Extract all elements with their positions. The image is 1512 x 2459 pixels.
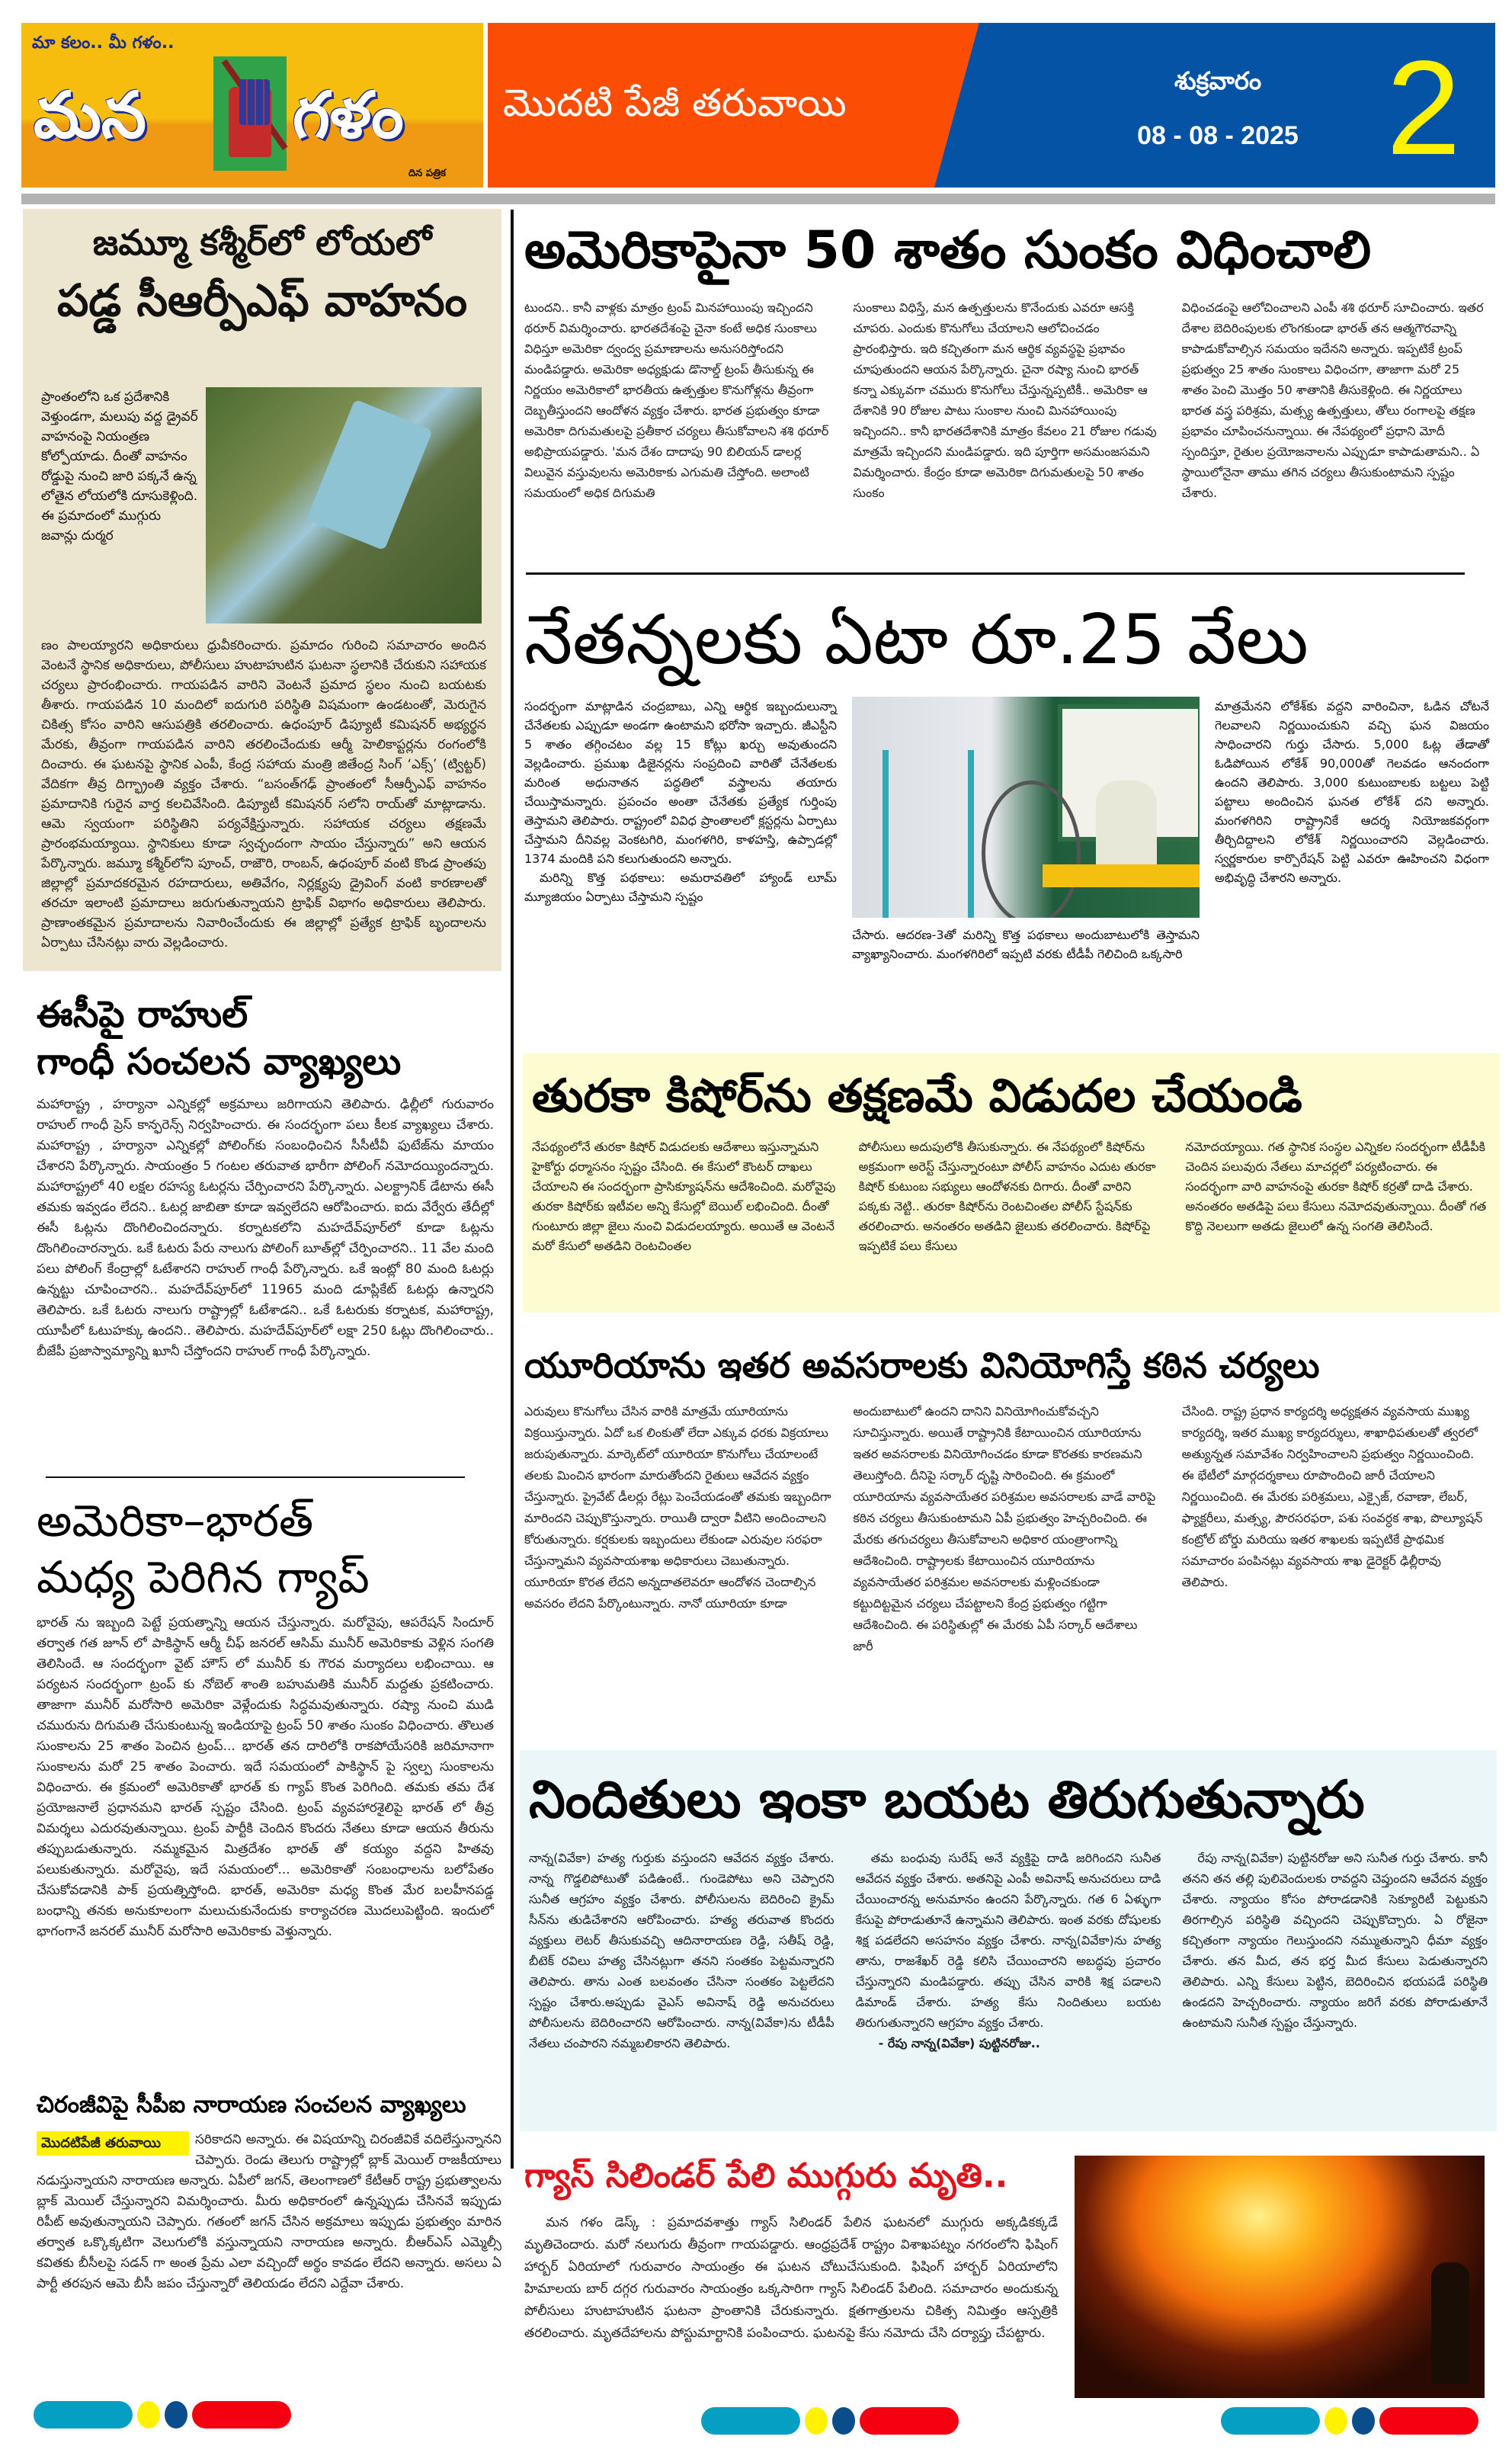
- story-column: చేసారు. ఆదరణ-3తో మరిన్ని కొత్త పథకాలు అందుబాటులోకి తెస్తామని వ్యాఖ్యానించారు. మంగళగిరిలో ఇప్పటి వరకు టీడీపీ గెలిచింది ఒక్కసారి: [852, 928, 1200, 961]
- headline-line-1: ఈసీపై రాహుల్: [37, 993, 248, 1036]
- story-column: సుంకాలు విధిస్తే, మన ఉత్పత్తులను కొనేందుకు ఎవరూ ఆసక్తి చూపరు. ఎందుకు కొనుగోలు చేయాలని ఆలోచించడం ప్రారంభిస్తారు. ఇది కచ్చితంగా మన ఆర్థిక వ్యవస్థపై ప్రభావం చూపుతుందని ఆయన పేర్కొన్నారు. చైనా రష్యా నుంచి భారత్ కన్నా ఎక్కువగా చమురు కొనుగోలు చేస్తున్నప్పటికీ.. అమెరికా ఆ దేశానికి 90 రోజుల పాటు సుంకాల నుంచి మినహాయింపు ఇచ్చిందని.. కానీ భారతదేశానికి మాత్రం కేవలం 21 రోజుల గడువు మాత్రమే ఇచ్చిందని మండిపడ్డారు. ఇది పూర్తిగా అసమంజసమని విమర్శించారు. కేంద్రం కూడా అమెరికా దిగుమతులపై 50 శాతం సుంకం: [853, 300, 1157, 500]
- story-column: ఎరువులు కొనుగోలు చేసిన వారికి మాత్రమే యూరియాను విక్రయిస్తున్నారు. ఏదో ఒక లింకుతో లేదా ఎక్కువ ధరకు విక్రయాలు జరుపుతున్నారు. మార్కెట్‌లో యూరియా కొనుగోలు చేయాలంటే తలకు మించిన భారంగా మారుతోందని రైతులు ఆవేదన వ్యక్తం చేస్తున్నారు. ప్రైవేట్ డీలర్లు రేట్లు పెంచేయడంతో తమకు ఇబ్బందిగా మారిందని చెప్పుకొస్తున్నారు. రాయితీ ద్వారా వీటిని అందించాలని కోరుతున్నారు. కర్షకులకు ఇబ్బందులు లేకుండా ఎరువుల సరఫరా చేస్తున్నామని వ్యవసాయశాఖ అధికారులు చెబుతున్నారు. యూరియా కొరత లేదని అన్నదాతలెవరూ ఆందోళన చెందాల్సిన అవసరం లేదని పేర్కొంటున్నారు. నానో యూరియా కూడా: [524, 1404, 831, 1611]
- story-body: మహారాష్ట్ర , హర్యానా ఎన్నికల్లో అక్రమాలు జరిగాయని తెలిపారు. ఢిల్లీలో గురువారం రాహుల్ గాంధీ ప్రెస్ కాన్ఫరెన్స్ నిర్వహించారు. ఈ సందర్భంగా పలు కీలక వ్యాఖ్యలు చేశారు. మహారాష్ట్ర , హర్యానా ఎన్నికల్లో పోలింగ్‌కు సంబంధించిన సీసీటీవీ ఫుటేజ్‌ను మాయం చేశారని పేర్కొన్నారు. సాయంత్రం 5 గంటల తరువాత భారీగా పోలింగ్ నమోదయ్యిందన్నారు. మహారాష్ట్రలో 40 లక్షల రహస్య ఓటర్లను చేర్పించారని పేర్కొన్నారు. ఎలక్ట్రానిక్ డేటాను ఈసీ తమకు ఇవ్వడం లేదని.. ఓటర్ల జాబితా కూడా ఇవ్వలేదని ఆరోపించారు. ఐదు వేర్వేరు తేదీల్లో ఈసీ ఓట్లను దొంగిలించిందన్నారు. కర్నాటకలోని మహదేవ్‌పూర్‌లో కూడా ఓట్లను దొంగిలించారన్నారు. ఒకే ఓటరు పేరు నాలుగు పోలింగ్ బూత్‌ల్లో చేర్పించారని.. 11 వేల మంది పలు పోలింగ్ కేంద్రాల్లో ఓటేశారని రాహుల్ గాంధీ పేర్కొన్నారు. ఒకే ఇంట్లో 80 మంది ఓటర్లు ఉన్నట్టు చూపించారని.. మహదేవ్‌పూర్‌లో 11965 మంది డూప్లికేట్ ఓటర్లు ఉన్నారని తెలిపారు. ఒకే ఓటరు నాలుగు రాష్ట్రాల్లో ఓటేశాడని.. ఒకే ఓటరుకు కర్నాటక, మహారాష్ట్ర, యూపీలో ఓటుహక్కు ఉందని.. తెలిపారు. మహదేవ్‌పూర్‌లో లక్షా 250 ఓట్లు దొంగిలించారు.. బీజేపీ ప్రజాస్వామ్యాన్ని ఖూనీ చేస్తోందని రాహుల్ గాంధీ పేర్కొన్నారు.: [37, 1097, 494, 1359]
- cyan-pill-icon: [701, 2407, 800, 2435]
- story-divider: [46, 1476, 465, 1478]
- masthead-divider: [21, 194, 1495, 204]
- navy-dot-icon: [832, 2407, 855, 2435]
- navy-dot-icon: [165, 2401, 187, 2429]
- accident-vehicle-photo: [206, 387, 482, 624]
- handloom-machine-photo: [852, 697, 1200, 918]
- story-rahul-ec: [37, 991, 494, 1362]
- column-divider: [511, 210, 514, 2169]
- story-column: నేపథ్యంలోనే తురకా కిషోర్ విడుదలకు ఆదేశాలు ఇస్తున్నామని హైకోర్టు ధర్మాసనం స్పష్టం చేసింది. ఈ కేసులో కౌంటర్ దాఖలు చేయాలని ఈ సందర్భంగా ప్రాసిక్యూషన్‌ను ఆదేశించింది. మరోవైపు తురకా కిషోర్‌కు ఇటీవల అన్ని కేసుల్లో బెయిల్ లభించింది. దీంతో గుంటూరు జిల్లా జైలు నుంచి విడుదలయ్యారు. అయితే ఆ వెంటనే మరో కేసులో అతడిని రెంటచింతల: [532, 1140, 836, 1253]
- story-column: నమోదయ్యాయి. గత స్థానిక సంస్థల ఎన్నికల సందర్భంగా టీడీపీకి చెందిన పలువురు నేతలు మాచర్లలో పర్యటించారు. ఈ సందర్భంగా వారి వాహనంపై తురకా కిషోర్ కర్రతో దాడి చేశారు. అనంతరం అతడిపై పలు కేసులు నమోదవుతున్నాయి. దీంతో గత కొద్ది నెలలుగా అతడు జైలులో ఉన్న సంగతి తెలిసిందే.: [1185, 1140, 1487, 1233]
- story-column: టుందని.. కానీ వాళ్లకు మాత్రం ట్రంప్ మినహాయింపు ఇచ్చిందని థరూర్ విమర్శించారు. భారతదేశంపై చైనా కంటే అధిక సుంకాలు విధిస్తూ అమెరికా ద్వంద్వ ప్రమాణాలను అనుసరిస్తోందని మండిపడ్డారు. అమెరికా అధ్యక్షుడు డొనాల్డ్ ట్రంప్ తీసుకున్న ఈ నిర్ణయం అమెరికాలో భారతీయ ఉత్పత్తుల కొనుగోళ్లను తీవ్రంగా దెబ్బతీస్తుందని ఆందోళన వ్యక్తం చేశారు. భారత ప్రభుత్వం కూడా అమెరికా దిగుమతులపై ప్రతీకార చర్యలు తీసుకోవాలని శశి థరూర్ అభిప్రాయపడ్డారు. 'మన దేశం దాదాపు 90 బిలియన్ డాలర్ల విలువైన వస్తువులను అమెరికాకు ఎగుమతి చేస్తోంది. అలాంటి సమయంలో అధిక దిగుమతి: [524, 300, 829, 500]
- footer-color-bar-center: [701, 2407, 959, 2435]
- headline-line-1: జమ్మూ కశ్మీర్‌లో లోయలో: [92, 222, 432, 263]
- story-body: భారత్ ను ఇబ్బంది పెట్టే ప్రయత్నాన్ని ఆయన చేస్తున్నారు. మరోవైపు, ఆపరేషన్ సిందూర్ తర్వాత గత జూన్ లో పాకిస్థాన్ ఆర్మీ చీఫ్ జనరల్ ఆసిమ్ మునీర్ అమెరికాకు వెళ్లిన సంగతి తెలిసిందే. ఆ సందర్భంగా వైట్ హౌస్ లో మునీర్ కు గౌరవ మర్యాదలు లభించాయి. ఆ పర్యటన సందర్భంగా ట్రంప్ కు నోబెల్ శాంతి బహుమతికి మునీర్ మద్దతు ప్రకటించారు. తాజాగా మునీర్ మరోసారి అమెరికా వెళ్లేందుకు సిద్ధమవుతున్నారు. రష్యా నుంచి ముడి చమురును దిగుమతి చేసుకుంటున్న ఇండియాపై ట్రంప్ 50 శాతం సుంకం విధించారు. తొలుత సుంకాలను 25 శాతం పెంచిన ట్రంప్... భారత్ తన దారిలోకి రాకపోయేసరికి జరిమానాగా సుంకాలను మరో 25 శాతం పెంచారు. ఇదే సమయంలో పాకిస్థాన్ పై స్వల్ప సుంకాలను విధించారు. ఈ క్రమంలో అమెరికాతో భారత్ కు గ్యాప్ కొంత పెరిగింది. తమకు తమ దేశ ప్రయోజనాలే ప్రధానమని భారత్ స్పష్టం చేసింది. ట్రంప్ వ్యవహారశైలిపై భారత్ లో తీవ్ర విమర్శలు ఎదురవుతున్నాయి. ట్రంప్ పార్టీకి చెందిన కొందరు నేతలు కూడా ఆయన తీరును తప్పుబడుతున్నారు. నమ్మకమైన మిత్రదేశం భారత్ తో కయ్యం వద్దని హితవు పలుకుతున్నారు. మరోవైపు, ఇదే సమయంలో... అమెరికాతో సంబంధాలను బలోపేతం చేసుకోవడానికి పాక్ ప్రయత్నిస్తోంది. భారత్, అమెరికా మధ్య కొంత మేర బలహీనపడ్డ బంధాన్ని తనకు అనుకూలంగా మలుచుకునేందుకు కార్యాచరణ మొదలుపెట్టింది. ఇందులో భాగంగానే జనరల్ మునీర్ మరోసారి అమెరికాకు వెళ్తున్నారు.: [37, 1615, 494, 1939]
- continued-label: మొదటిపేజీ తరువాయి: [37, 2131, 189, 2156]
- raised-fist-pen-icon: [213, 56, 287, 171]
- story-column: విధించడంపై ఆలోచించాలని ఎంపీ శశి థరూర్ సూచించారు. ఇతర దేశాల బెదిరింపులకు లొంగకుండా భారత్ తన ఆత్మగౌరవాన్ని కాపాడుకోవాల్సిన సమయం ఇదేనని అన్నారు. ఇప్పటికే ట్రంప్ ప్రభుత్వం 25 శాతం సుంకాలు విధించగా, తాజాగా మరో 25 శాతం పెంచి మొత్తం 50 శాతానికి తీసుకెళ్లింది. ఈ నిర్ణయాలు భారత వస్త్ర పరిశ్రమ, మత్స్య ఉత్పత్తులు, తోలు రంగాలపై తక్షణ ప్రభావం చూపించనున్నాయి. ఈ నేపథ్యంలో ప్రధాని మోదీ స్పందిస్తూ, రైతుల ప్రయోజనాలను ఎప్పుడూ కాపాడుతామని.. ఏ స్థాయిలోనైనా తాము తగిన చర్యలు తీసుకుంటామని స్పష్టం చేశారు.: [1181, 300, 1484, 500]
- headline-line-2: గాంధీ సంచలన వ్యాఖ్యలు: [37, 1040, 402, 1083]
- yellow-dot-icon: [1325, 2407, 1347, 2435]
- headline: అమెరికాపైనా 50 శాతం సుంకం విధించాలి: [524, 220, 1372, 281]
- story-accused-roaming: [520, 1750, 1497, 2131]
- headline-line-1: అమెరికా–భారత్: [37, 1495, 314, 1547]
- story-column: తమ బంధువు సురేష్ అనే వ్యక్తిపై దాడి జరిగిందని సునీత ఆవేదన వ్యక్తం చేశారు. అతనిపై ఎంపీ అవినాష్ అనుచరులు దాడి చేయించారన్న అనుమానం ఉందని పేర్కొన్నారు. గత 6 ఏళ్ళుగా కేసుపై పోరాడుతూనే ఉన్నామని తెలిపారు. ఇంత వరకు దోషులకు శిక్ష పడలేదని అసహనం వ్యక్తం చేశారు. నాన్న(వివేకా)ను హత్య తాను, రాజశేఖర్ రెడ్డి కలిసి చేయించారని అబద్ధపు ప్రచారం చేస్తున్నారని మండిపడ్డారు. తప్పు చేసిన వారికి శిక్ష పడాలని డిమాండ్ చేశారు. హత్య కేసు నిందితులు బయట తిరుగుతున్నారని ఆగ్రహం వ్యక్తం చేశారు.: [855, 1851, 1161, 2030]
- story-column: నాన్న(వివేకా) హత్య గుర్తుకు వస్తుందని ఆవేదన వ్యక్తం చేశారు. నాన్న గొడ్డలిపోటుతో పడిఉంటే.. గుండెపోటు అని చెప్పారని సునీత ఆగ్రహం వ్యక్తం చేశారు. పోలీసులను బెదిరించి క్రైమ్ సీన్‌ను తుడిచేశారని ఆరోపించారు. హత్య తరువాత కొందరు వ్యక్తులు లెటర్ తీసుకువచ్చి ఆదినారాయణ రెడ్డి, సతీష్ రెడ్డి, బీటెక్ రవిలు హత్య చేసినట్లుగా తనని సంతకం పెట్టమన్నారని తెలిపారు. తాను ఎంత బలవంతం చేసినా సంతకం పెట్టలేదని స్పష్టం చేశారు.అప్పుడు వైఎస్ అవినాష్ రెడ్డి అనుచరులు పోలీసులను బెదిరించారని ఆరోపించారు. నాన్న(వివేకా)ను టీడీపీ నేతలు చంపారని నమ్మబలికారని తెలిపారు.: [529, 1851, 834, 2050]
- story-column: చేసింది. రాష్ట్ర ప్రధాన కార్యదర్శి అధ్యక్షతన వ్యవసాయ ముఖ్య కార్యదర్శి, ఇతర ముఖ్య కార్యదర్శులు, శాఖాధిపతులతో త్వరలో అత్యున్నత సమావేశం నిర్వహించాలని ప్రభుత్వం నిర్ణయించింది. ఈ భేటీలో మార్గదర్శకాలు రూపొందించి జారీ చేయాలని నిర్ణయించింది. ఈ మేరకు పరిశ్రమలు, ఎక్సైజ్, రవాణా, లేబర్, ఫ్యాక్టరీలు, మత్స్య, పౌరసరఫరా, పశు సంవర్ధక శాఖ, పొల్యూషన్ కంట్రోల్ బోర్డు మరియు ఇతర శాఖలకు ఇప్పటికే ప్రాథమిక సమాచారం పంపినట్లు వ్యవసాయ శాఖ డైరెక్టర్ ఢిల్లీరావు తెలిపారు.: [1181, 1404, 1483, 1589]
- story-column: అందుబాటులో ఉందని దానిని వినియోగించుకోవచ్చని సూచిస్తున్నారు. అయితే రాష్ట్రానికి కేటాయించిన యూరియాను ఇతర అవసరాలకు వినియోగించడం కూడా కొరతకు కారణమని తెలుస్తోంది. దీనిపై సర్కార్ దృష్టి సారించింది. ఈ క్రమంలో యూరియాను వ్యవసాయేతర పరిశ్రమల అవసరాలకు వాడే వారిపై కఠిన చర్యలు తీసుకుంటామని ఏపీ ప్రభుత్వం హెచ్చరించింది. ఈ మేరకు తగుచర్యలు తీసుకోవాలని అధికార యంత్రాంగాన్ని ఆదేశించింది. రాష్ట్రాలకు కేటాయించిన యూరియాను వ్యవసాయేతర పరిశ్రమల అవసరాలకు మళ్లించకుండా కట్టుదిట్టమైన చర్యలు చేపట్టాలని కేంద్ర ప్రభుత్వం గట్టిగా ఆదేశించింది. ఈ పరిస్థితుల్లో ఈ మేరకు ఏపీ సర్కార్ ఆదేశాలు జారీ: [853, 1404, 1156, 1653]
- story-column: రేపు నాన్న(వివేకా) పుట్టినరోజు అని సునీత గుర్తు చేశారు. కానీ తనని తన తల్లి పులివెందులకు రావద్దని చెప్తుందని ఆవేదన వ్యక్తం చేశారు. న్యాయం కోసం పోరాడడానికి సెక్యూరిటీ పెట్టుకుని తిరగాల్సిన పరిస్థితి వచ్చిందని చెప్పుకొచ్చారు. ఏ రోజైనా కచ్చితంగా న్యాయం గెలుస్తుందని నమ్ముతున్నాని ధీమా వ్యక్తం చేశారు. తన మీద, తన భర్త మీద కేసులు పెడుతున్నారని తెలిపారు. ఎన్ని కేసులు పెట్టిన, బెదిరించిన భయపడే పరిస్థితి ఉండదని హెచ్చరించారు. న్యాయం జరిగే వరకు పోరాడుతూనే ఉంటామని సునీత స్పష్టం చేస్తున్నారు.: [1182, 1851, 1488, 2030]
- story-weavers: [524, 595, 1489, 1032]
- cyan-pill-icon: [34, 2401, 133, 2429]
- story-divider: [526, 572, 1465, 575]
- story-body: ణం పాలయ్యారని అధికారులు ధ్రువీకరించారు. ప్రమాదం గురించి సమాచారం అందిన వెంటనే స్థానిక అధికారులు, పోలీసులు హుటాహుటిన ఘటనా స్థలానికి చేరుకుని సహాయక చర్యలు ప్రారంభించారు. గాయపడిన వారిని వెంటనే ప్రమాద స్థలం నుంచి బయటకు తీశారు. గాయపడిన 10 మందిలో ఐదుగురి పరిస్థితి విషమంగా ఉండటంతో, మెరుగైన చికిత్స కోసం వారిని ఆసుపత్రికి తరలించారు. ఉధంపూర్ డిప్యూటీ కమిషనర్ అభ్యర్థన మేరకు, తీవ్రంగా గాయపడిన వారిని తరలించేందుకు ఆర్మీ హెలికాప్టర్లను రంగంలోకి దించారు. ఈ ఘటనపై స్థానిక ఎంపీ, కేంద్ర సహాయ మంత్రి జితేంద్ర సింగ్ ‘ఎక్స్’ (ట్విట్టర్) వేదికగా తీవ్ర దిగ్భ్రాంతి వ్యక్తం చేశారు. “బసంత్‌గఢ్ ప్రాంతంలో సీఆర్పీఎఫ్ వాహనం ప్రమాదానికి గురైన వార్త కలచివేసింది. డిప్యూటీ కమిషనర్ సలోని రాయ్‌తో మాట్లాడాను. ఆమె స్వయంగా పరిస్థితిని పర్యవేక్షిస్తున్నారు. సహాయక చర్యలు తక్షణమే ప్రారంభమయ్యాయి. స్థానికులు కూడా స్వచ్ఛందంగా సాయం చేస్తున్నారు” అని ఆయన పేర్కొన్నారు. జమ్మూ కశ్మీర్‌లోని పూంచ్, రాజౌరి, రాంబన్, ఉధంపూర్ వంటి కొండ ప్రాంతపు జిల్లాల్లో ప్రమాదకరమైన రహదారులు, అతివేగం, నిర్లక్ష్యపు డ్రైవింగ్ వంటి కారణాలతో తరచూ ఇలాంటి ప్రమాదాలు జరుగుతున్నాయని ట్రాఫిక్ విభాగం అధికారులు తెలిపారు. ప్రాణాంతకమైన ప్రమాదాలను నివారించేందుకు ఈ జిల్లాల్లో ప్రత్యేక ట్రాఫిక్ బృందాలను ఏర్పాటు చేసినట్లు వారు వెల్లడించారు.: [41, 638, 486, 951]
- story-subhead-paragraph: మరిన్ని కొత్త పథకాలు: అమరావతిలో హ్యాండ్ లూమ్ మ్యూజియం ఏర్పాటు చేస్తామని స్పష్టం: [524, 870, 837, 904]
- story-us-india-gap: [37, 1492, 494, 1942]
- headline: యూరియాను ఇతర అవసరాలకు వినియోగిస్తే కఠిన చర్యలు: [524, 1345, 1320, 1386]
- story-us-tariff: [524, 216, 1489, 503]
- logo-text-left: మన: [34, 78, 146, 152]
- issue-date: 08 - 08 - 2025: [1137, 121, 1299, 150]
- story-urea: [524, 1342, 1489, 1657]
- story-body: సరికాదని అన్నారు. ఈ విషయాన్ని చిరంజీవికే వదిలేస్తున్నానని చెప్పారు. రెండు తెలుగు రాష్ట్రాల్లో బ్లాక్ మెయిల్ రాజకీయాలు నడుస్తున్నాయని నారాయణ అన్నారు. ఏపీలో జగన్, తెలంగాణలో కేటీఆర్ రాష్ట్ర ప్రభుత్వాలను బ్లాక్ మెయిల్ చేస్తున్నారని విమర్శించారు. మీరు అధికారంలో ఉన్నప్పుడు చేసినవే ఇప్పుడు రిపీట్ అవుతున్నాయని చెప్పారు. గతంలో జగన్ చేసిన అక్రమాలు ఇప్పుడు ప్రభుత్వం మారిన తర్వాత ఒక్కొక్కటిగా వెలుగులోకి వస్తున్నాయని నారాయణ అన్నారు. బీఆర్ఎస్ ఎమ్మెల్సీ కవితకు బీసీలపై సడన్ గా అంత ప్రేమ ఎలా వచ్చిందో అర్థం కావడం లేదని అన్నారు. అసలు ఏ పార్టీ తరపున ఆమె బీసీ జపం చేస్తున్నారో తెలియడం లేదని ఎద్దేవా చేశారు.: [37, 2132, 501, 2291]
- story-chiranjeevi: [37, 2090, 501, 2294]
- red-pill-icon: [860, 2407, 959, 2435]
- footer-color-bar-right: [1221, 2407, 1478, 2435]
- fire-photo: [1075, 2156, 1485, 2398]
- story-body-wrap: ప్రాంతంలోని ఒక ప్రదేశానికి వెళ్తుండగా, మలుపు వద్ద డ్రైవర్ వాహనంపై నియంత్రణ కోల్పోయాడు. దీంతో వాహనం రోడ్డుపై నుంచి జారి పక్కనే ఉన్న లోతైన లోయలోకి దూసుకెళ్లింది. ఈ ప్రమాదంలో ముగ్గురు జవాన్లు దుర్మర: [41, 390, 198, 543]
- red-pill-icon: [1379, 2407, 1478, 2435]
- story-gas-cylinder: [524, 2154, 1058, 2345]
- navy-dot-icon: [1352, 2407, 1375, 2435]
- masthead: [21, 23, 1495, 188]
- footer-color-bar-left: [34, 2401, 291, 2429]
- headline: నిందితులు ఇంకా బయట తిరుగుతున్నారు: [529, 1770, 1365, 1830]
- yellow-dot-icon: [805, 2407, 828, 2435]
- story-column: పోలీసులు అదుపులోకి తీసుకున్నారు. ఈ నేపథ్యంలో కిషోర్‌ను అక్రమంగా అరెస్ట్ చేస్తున్నారంటూ పోలీస్ వాహనం ఎదుట తురకా కిషోర్ కుటుంబ సభ్యులు ఆందోళనకు దిగారు. దీంతో వారిని పక్కకు నెట్టి.. తురకా కిషోర్‌ను రెంటచింతల పోలీస్ స్టేషన్‌కు తరలించారు. అనంతరం అతడిని జైలుకు తరలించారు. కిషోర్‌పై ఇప్పటికే పలు కేసులు: [858, 1140, 1156, 1253]
- weekday: శుక్రవారం: [1174, 66, 1262, 95]
- headline: గ్యాస్ సిలిండర్ పేలి ముగ్గురు మృతి..: [524, 2156, 1008, 2195]
- story-kashmir-accident: [23, 209, 501, 971]
- logo-text-right: గళం: [293, 78, 404, 152]
- story-body: మన గళం డెస్క్ : ప్రమాదవశాత్తు గ్యాస్ సిలిండర్ పేలిన ఘటనలో ముగ్గురు అక్కడికక్కడే మృతిచెందారు. మరో నలుగురు తీవ్రంగా గాయపడ్డారు. ఆంధ్రప్రదేశ్ రాష్ట్రం విశాఖపట్నం నగరంలోని ఫిషింగ్ హార్బర్ ఏరియాలో గురువారం సాయంత్రం ఈ ఘటన చోటుచేసుకుంది. ఫిషింగ్ హార్బర్ ఏరియాలోని హిమాలయ బార్ దగ్గర గురువారం సాయంత్రం ఒక్కసారిగా గ్యాస్ సిలిండర్ పేలింది. సమాచారం అందుకున్న పోలీసులు హుటాహుటిన ఘటనా ప్రాంతానికి చేరుకున్నారు. క్షతగాత్రులను చికిత్స నిమిత్తం ఆస్పత్రికి తరలించారు. మృతదేహాలను పోస్టుమార్టానికి పంపించారు. ఘటనపై కేసు నమోదు చేసి దర్యాప్తు చేపట్టారు.: [524, 2215, 1058, 2341]
- logo-subtitle: దిన పత్రిక: [408, 168, 447, 179]
- yellow-dot-icon: [137, 2401, 160, 2429]
- headline: చిరంజీవిపై సీపీఐ నారాయణ సంచలన వ్యాఖ్యలు: [37, 2092, 466, 2118]
- logo-tagline: మా కలం.. మీ గళం..: [32, 34, 175, 53]
- page-number: 2: [1386, 34, 1461, 183]
- cyan-pill-icon: [1221, 2407, 1320, 2435]
- story-column: మాత్రమేనని లోకేశ్‌కు వద్దని వారించినా, ఓడిన చోటనే గెలవాలని నిర్ణయించుకుని వచ్చి ఘన విజయం సాధించారని గుర్తు చేసారు. 5,000 ఓట్ల తేడాతో ఓడిపోయిన లోకేశ్ 90,000తో గెలవడం ఆనందంగా ఉందని తెలిపారు. 3,000 కుటుంబాలకు బట్టలు పెట్టి పట్టాలు అందించిన ఘనత లోకేశ్ దని అన్నారు. మంగళగిరిని రాష్ట్రానికే ఆదర్శ నియోజకవర్గంగా తీర్చిదిద్దాలని లోకేశ్ నిర్ణయించారని వెల్లడించారు. స్వర్ణకారుల కార్పొరేషన్ పెట్టి ఎవరూ ఊహించని విధంగా అభివృద్ధి చేశారని అన్నారు.: [1215, 699, 1489, 885]
- red-pill-icon: [192, 2401, 291, 2429]
- section-title: మొదటి పేజీ తరువాయి: [503, 81, 847, 125]
- headline-line-2: మధ్య పెరిగిన గ్యాప్: [37, 1551, 370, 1603]
- story-turaka-kishore: [523, 1053, 1500, 1313]
- headline-line-2: పడ్డ సీఆర్పీఎఫ్ వాహనం: [56, 274, 468, 326]
- newspaper-logo: [21, 23, 483, 188]
- story-column: సందర్భంగా మాట్లాడిన చంద్రబాబు, ఎన్ని ఆర్థిక ఇబ్బందులున్నా చేనేతలకు ఎప్పుడూ అండగా ఉంటామని భరోసా ఇచ్చారు. జీఎస్టీని 5 శాతం తగ్గించటం వల్ల 15 కోట్లు ఖర్చు అవుతుందని వెల్లడించారు. ప్రముఖ డిజైనర్లను సంప్రదించి వారితో చేనేతలకు మరింత అధునాతన పద్ధతిలో వస్త్రాలను తయారు చేయిస్తామన్నారు. ప్రపంచం అంతా చేనేతకు ప్రత్యేక గుర్తింపు తెస్తామని తెలిపారు. రాష్ట్రంలో వివిధ ప్రాంతాలలో క్లస్టర్లను ఏర్పాటు చేస్తామని దీనివల్ల వెంకటగిరి, మంగళగిరి, కాళహస్తి, ఉప్పాడల్లో 1374 మందికి పని కలుగుతుందని అన్నారు.: [524, 699, 837, 866]
- subhead-byline: - రేపు నాన్న(వివేకా) పుట్టినరోజు..: [878, 2036, 1040, 2050]
- headline: నేతన్నలకు ఏటా రూ.25 వేలు: [524, 600, 1309, 680]
- headline: తురకా కిషోర్‌ను తక్షణమే విడుదల చేయండి: [532, 1069, 1302, 1123]
